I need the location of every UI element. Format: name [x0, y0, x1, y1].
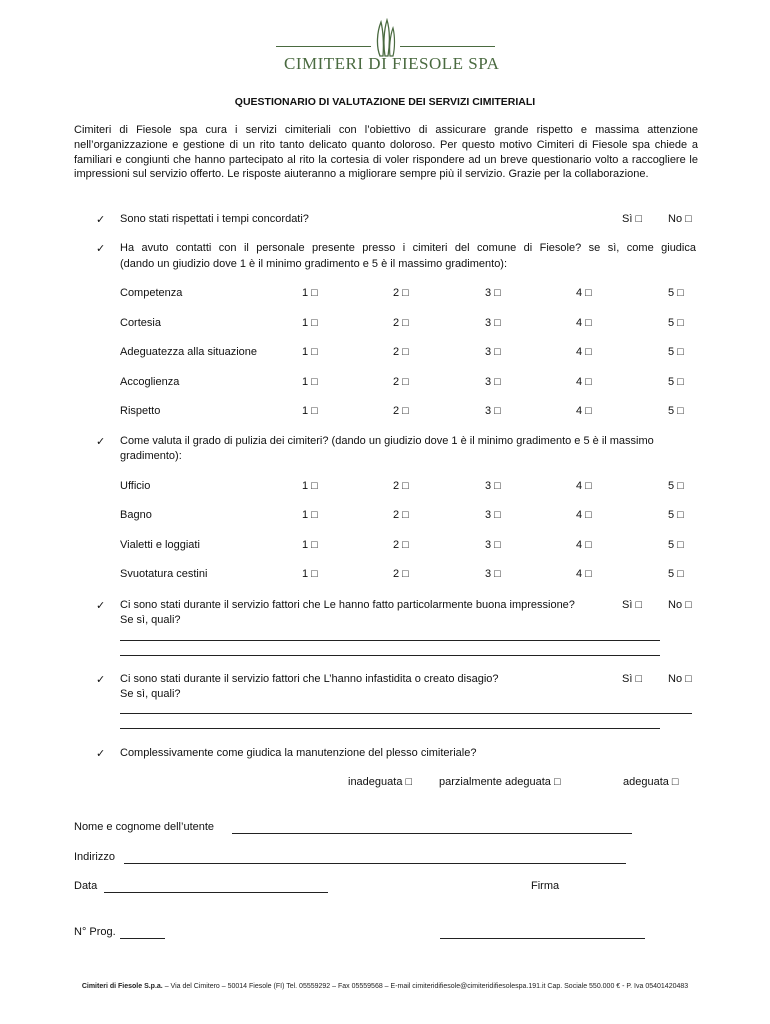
q4-yes-checkbox[interactable]: Sì □ [622, 599, 643, 611]
rating-option-4[interactable]: 4 □ [576, 287, 592, 299]
rating-option-4[interactable]: 4 □ [576, 317, 592, 329]
rating-item-label: Ufficio [120, 480, 151, 492]
rating-item-label: Accoglienza [120, 376, 180, 388]
rating-option-1[interactable]: 1 □ [302, 317, 318, 329]
q4-answer-line-2[interactable] [120, 655, 660, 656]
rating-option-1[interactable]: 1 □ [302, 480, 318, 492]
rating-option-3[interactable]: 3 □ [485, 568, 501, 580]
date-field[interactable] [104, 892, 328, 893]
rating-option-3[interactable]: 3 □ [485, 480, 501, 492]
rating-option-1[interactable]: 1 □ [302, 346, 318, 358]
question-6: Complessivamente come giudica la manutenzione del plesso cimiteriale? [120, 747, 477, 759]
question-5-line2: Se sì, quali? [120, 688, 181, 700]
q4-no-checkbox[interactable]: No □ [668, 599, 692, 611]
checkmark-icon: ✓ [96, 600, 106, 612]
q1-no-checkbox[interactable]: No □ [668, 213, 692, 225]
rating-option-5[interactable]: 5 □ [668, 539, 684, 551]
question-3-line1: Come valuta il grado di pulizia dei cimiteri? (dando un giudizio dove 1 è il minimo gradimento e 5 è il massimo [120, 435, 654, 447]
q4-answer-line-1[interactable] [120, 640, 660, 641]
rating-option-5[interactable]: 5 □ [668, 405, 684, 417]
rating-option-5[interactable]: 5 □ [668, 317, 684, 329]
rating-option-2[interactable]: 2 □ [393, 287, 409, 299]
rating-item-label: Rispetto [120, 405, 161, 417]
rating-option-4[interactable]: 4 □ [576, 346, 592, 358]
date-label: Data [74, 880, 98, 892]
rating-option-4[interactable]: 4 □ [576, 539, 592, 551]
rating-option-4[interactable]: 4 □ [576, 568, 592, 580]
rating-option-4[interactable]: 4 □ [576, 405, 592, 417]
footer [0, 983, 770, 990]
rating-option-3[interactable]: 3 □ [485, 539, 501, 551]
rating-option-5[interactable]: 5 □ [668, 568, 684, 580]
rating-option-1[interactable]: 1 □ [302, 287, 318, 299]
signature-field[interactable] [440, 938, 645, 939]
rating-option-2[interactable]: 2 □ [393, 509, 409, 521]
rating-option-2[interactable]: 2 □ [393, 317, 409, 329]
rating-option-4[interactable]: 4 □ [576, 509, 592, 521]
question-4-line2: Se sì, quali? [120, 614, 181, 626]
address-field[interactable] [124, 863, 626, 864]
rating-option-1[interactable]: 1 □ [302, 376, 318, 388]
address-label: Indirizzo [74, 851, 115, 863]
rating-option-3[interactable]: 3 □ [485, 376, 501, 388]
document-title: QUESTIONARIO DI VALUTAZIONE DEI SERVIZI CIMITERIALI [234, 96, 536, 108]
checkmark-icon: ✓ [96, 436, 106, 448]
rating-option-4[interactable]: 4 □ [576, 376, 592, 388]
q5-answer-line-1[interactable] [120, 713, 692, 714]
rating-option-5[interactable]: 5 □ [668, 346, 684, 358]
rating-option-3[interactable]: 3 □ [485, 346, 501, 358]
rating-option-5[interactable]: 5 □ [668, 480, 684, 492]
prog-label: N° Prog. [74, 926, 116, 938]
logo-line-right [400, 46, 495, 47]
question-2-line1: Ha avuto contatti con il personale presente presso i cimiteri del comune di Fiesole? se sì, come giudica [120, 242, 696, 254]
rating-option-2[interactable]: 2 □ [393, 568, 409, 580]
option-parzialmente-adeguata[interactable]: parzialmente adeguata □ [439, 776, 561, 788]
checkmark-icon: ✓ [96, 674, 106, 686]
logo-text: CIMITERI DI FIESOLE SPA [284, 54, 500, 73]
rating-option-5[interactable]: 5 □ [668, 376, 684, 388]
rating-option-4[interactable]: 4 □ [576, 480, 592, 492]
q1-yes-checkbox[interactable]: Sì □ [622, 213, 643, 225]
rating-item-label: Svuotatura cestini [120, 568, 208, 580]
rating-option-1[interactable]: 1 □ [302, 568, 318, 580]
option-inadeguata[interactable]: inadeguata □ [348, 776, 413, 788]
q5-answer-line-2[interactable] [120, 728, 660, 729]
rating-option-2[interactable]: 2 □ [393, 539, 409, 551]
signature-label: Firma [531, 880, 560, 892]
question-4-line1: Ci sono stati durante il servizio fattori che Le hanno fatto particolarmente buona impressione? [120, 599, 575, 611]
company-logo [270, 18, 500, 78]
rating-option-5[interactable]: 5 □ [668, 287, 684, 299]
footer-details: – Via del Cimitero – 50014 Fiesole (FI) Tel. 05559292 – Fax 05559568 – E-mail cimiteridifiesole@cimiteridifiesolespa.191.it Cap. Sociale 550.000 € - P. Iva 05401420483 [162, 983, 689, 990]
rating-option-3[interactable]: 3 □ [485, 317, 501, 329]
prog-field[interactable] [120, 938, 165, 939]
rating-option-3[interactable]: 3 □ [485, 287, 501, 299]
rating-option-1[interactable]: 1 □ [302, 539, 318, 551]
question-2-line2: (dando un giudizio dove 1 è il minimo gradimento e 5 è il massimo gradimento): [120, 258, 508, 270]
question-1: Sono stati rispettati i tempi concordati? [120, 213, 309, 225]
checkmark-icon: ✓ [96, 214, 106, 226]
logo-line-left [276, 46, 371, 47]
checkmark-icon: ✓ [96, 748, 106, 760]
rating-option-2[interactable]: 2 □ [393, 346, 409, 358]
rating-item-label: Cortesia [120, 317, 161, 329]
question-5-line1: Ci sono stati durante il servizio fattori che L’hanno infastidita o creato disagio? [120, 673, 499, 685]
option-adeguata[interactable]: adeguata □ [623, 776, 679, 788]
q5-no-checkbox[interactable]: No □ [668, 673, 692, 685]
rating-option-2[interactable]: 2 □ [393, 376, 409, 388]
rating-item-label: Vialetti e loggiati [120, 539, 200, 551]
rating-item-label: Bagno [120, 509, 152, 521]
rating-item-label: Adeguatezza alla situazione [120, 346, 257, 358]
rating-option-2[interactable]: 2 □ [393, 405, 409, 417]
rating-option-3[interactable]: 3 □ [485, 405, 501, 417]
name-label: Nome e cognome dell’utente [74, 821, 215, 833]
checkmark-icon: ✓ [96, 243, 106, 255]
rating-option-2[interactable]: 2 □ [393, 480, 409, 492]
name-field[interactable] [232, 833, 632, 834]
question-3-line2: gradimento): [120, 450, 182, 462]
rating-option-1[interactable]: 1 □ [302, 405, 318, 417]
footer-company: Cimiteri di Fiesole S.p.a. [81, 983, 163, 990]
rating-option-3[interactable]: 3 □ [485, 509, 501, 521]
rating-option-1[interactable]: 1 □ [302, 509, 318, 521]
rating-option-5[interactable]: 5 □ [668, 509, 684, 521]
q5-yes-checkbox[interactable]: Sì □ [622, 673, 643, 685]
intro-paragraph: Cimiteri di Fiesole spa cura i servizi cimiteriali con l’obiettivo di assicurare grande rispetto e massima attenzione nell’organizzazione e gestione di un rito tanto delicato quanto doloroso. Per questo motivo Cimiteri di Fiesole spa chiede a familiari e congiunti che hanno partecipato al rito la cortesia di voler rispondere ad un breve questionario volto a raccogliere le impressioni sul servizio offerto. Le risposte aiuteranno a migliorare sempre più il servizio. Grazie per la collaborazione. [74, 124, 698, 181]
cypress-emblem-icon [368, 18, 402, 58]
rating-item-label: Competenza [120, 287, 183, 299]
